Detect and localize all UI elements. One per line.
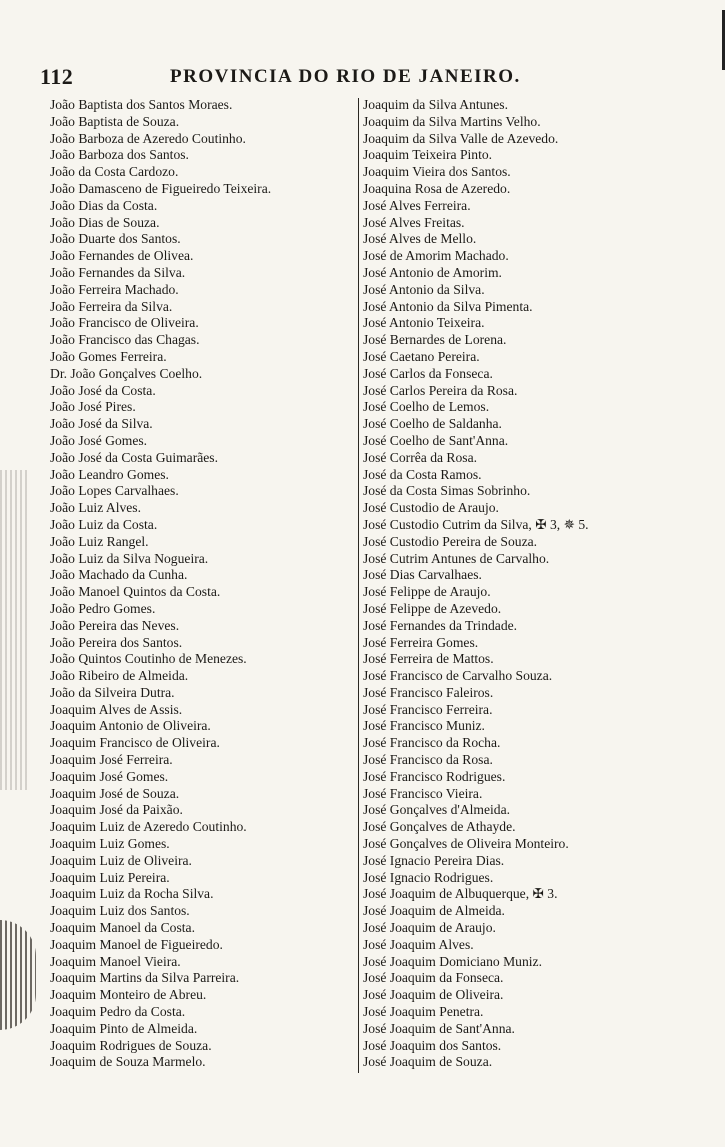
- name-entry: João Barboza de Azeredo Coutinho.: [50, 130, 246, 146]
- name-entry: João Ribeiro de Almeida.: [50, 668, 189, 684]
- name-entry: José de Amorim Machado.: [363, 248, 509, 264]
- name-entry: José Joaquim de Souza.: [363, 1054, 493, 1070]
- name-entry: José Joaquim de Albuquerque, ✠ 3.: [363, 886, 558, 902]
- name-entry: Joaquim Luiz dos Santos.: [50, 903, 190, 919]
- name-entry: José Gonçalves d'Almeida.: [363, 802, 511, 818]
- name-entry: José Alves Ferreira.: [363, 197, 471, 213]
- name-entry: José Gonçalves de Athayde.: [363, 819, 516, 835]
- name-entry: João José da Costa.: [50, 382, 156, 398]
- names-column-left: [50, 97, 350, 1071]
- name-entry: Joaquim Pinto de Almeida.: [50, 1020, 198, 1036]
- name-entry: José Cutrim Antunes de Carvalho.: [363, 550, 550, 566]
- name-entry: José Alves Freitas.: [363, 214, 465, 230]
- name-entry: José Coelho de Lemos.: [363, 399, 490, 415]
- name-entry: Dr. João Gonçalves Coelho.: [50, 365, 203, 381]
- name-entry: José Gonçalves de Oliveira Monteiro.: [363, 836, 569, 852]
- name-entry: Joaquim Vieira dos Santos.: [363, 164, 511, 180]
- name-entry: Joaquim da Silva Valle de Azevedo.: [363, 130, 559, 146]
- name-entry: José Ignacio Pereira Dias.: [363, 852, 505, 868]
- name-entry: João Luiz Rangel.: [50, 533, 149, 549]
- name-entry: José Ignacio Rodrigues.: [363, 869, 494, 885]
- name-entry: João Ferreira Machado.: [50, 281, 179, 297]
- name-entry: João Machado da Cunha.: [50, 567, 188, 583]
- page-header: [40, 64, 560, 94]
- names-column-right: [363, 97, 713, 1071]
- name-entry: José Antonio de Amorim.: [363, 264, 502, 280]
- name-entry: João Dias de Souza.: [50, 214, 160, 230]
- name-entry: João Luiz da Silva Nogueira.: [50, 550, 209, 566]
- name-entry: João Luiz da Costa.: [50, 516, 158, 532]
- name-entry: Joaquim Pedro da Costa.: [50, 1004, 186, 1020]
- name-entry: Joaquim José de Souza.: [50, 785, 180, 801]
- name-entry: José Francisco da Rocha.: [363, 735, 501, 751]
- name-entry: Joaquim Manoel da Costa.: [50, 920, 195, 936]
- name-entry: José Carlos Pereira da Rosa.: [363, 382, 518, 398]
- name-entry: José Joaquim da Fonseca.: [363, 970, 504, 986]
- name-entry: José Carlos da Fonseca.: [363, 365, 493, 381]
- name-entry: José da Costa Ramos.: [363, 466, 482, 482]
- name-entry: Joaquim José Gomes.: [50, 768, 169, 784]
- name-entry: João Lopes Carvalhaes.: [50, 483, 179, 499]
- name-entry: Joaquim Luiz de Oliveira.: [50, 852, 192, 868]
- name-entry: João Pedro Gomes.: [50, 600, 156, 616]
- name-entry: João Duarte dos Santos.: [50, 231, 181, 247]
- name-entry: João José Gomes.: [50, 432, 148, 448]
- name-entry: João Ferreira da Silva.: [50, 298, 173, 314]
- name-entry: José Francisco de Carvalho Souza.: [363, 668, 553, 684]
- page-number: 112: [40, 64, 74, 89]
- name-entry: Joaquim José da Paixão.: [50, 802, 183, 818]
- name-entry: Joaquim Manoel de Figueiredo.: [50, 936, 223, 952]
- name-entry: José Francisco da Rosa.: [363, 752, 493, 768]
- name-entry: João José da Costa Guimarães.: [50, 449, 218, 465]
- name-entry: José Antonio Teixeira.: [363, 315, 485, 331]
- name-entry: Joaquina Rosa de Azeredo.: [363, 180, 511, 196]
- name-entry: José Joaquim dos Santos.: [363, 1037, 502, 1053]
- name-entry: José Fernandes da Trindade.: [363, 617, 518, 633]
- name-entry: José Felippe de Araujo.: [363, 584, 491, 600]
- name-entry: João Baptista dos Santos Moraes.: [50, 97, 233, 112]
- name-entry: João Manoel Quintos da Costa.: [50, 584, 221, 600]
- name-entry: João Francisco das Chagas.: [50, 332, 200, 348]
- name-entry: João da Costa Cardozo.: [50, 164, 179, 180]
- name-entry: João José Pires.: [50, 399, 136, 415]
- name-entry: José Francisco Vieira.: [363, 785, 483, 801]
- name-entry: Joaquim Alves de Assis.: [50, 701, 183, 717]
- name-entry: José Alves de Mello.: [363, 231, 477, 247]
- name-entry: Joaquim Teixeira Pinto.: [363, 147, 493, 163]
- binding-edge-stain: [0, 920, 36, 1030]
- name-entry: João Damasceno de Figueiredo Teixeira.: [50, 180, 272, 196]
- name-entry: Joaquim Luiz Pereira.: [50, 869, 170, 885]
- name-entry: João Pereira das Neves.: [50, 617, 180, 633]
- name-entry: João Luiz Alves.: [50, 500, 141, 516]
- name-entry: José Joaquim de Sant'Anna.: [363, 1020, 515, 1036]
- name-entry: José Coelho de Sant'Anna.: [363, 432, 509, 448]
- name-entry: José Custodio de Araujo.: [363, 500, 499, 516]
- name-entry: Joaquim da Silva Martins Velho.: [363, 113, 541, 129]
- name-entry: José Dias Carvalhaes.: [363, 567, 482, 583]
- name-entry: João Barboza dos Santos.: [50, 147, 189, 163]
- name-entry: José Joaquim Penetra.: [363, 1004, 484, 1020]
- name-entry: José Antonio da Silva.: [363, 281, 485, 297]
- name-entry: João Fernandes da Silva.: [50, 264, 186, 280]
- binding-edge-texture: [0, 470, 28, 790]
- name-entry: José Francisco Muniz.: [363, 718, 485, 734]
- name-entry: José Joaquim Alves.: [363, 936, 474, 952]
- name-entry: João Dias da Costa.: [50, 197, 158, 213]
- name-entry: José Joaquim de Araujo.: [363, 920, 496, 936]
- name-entry: Joaquim José Ferreira.: [50, 752, 173, 768]
- name-entry: José Francisco Faleiros.: [363, 684, 494, 700]
- name-entry: João Gomes Ferreira.: [50, 348, 167, 364]
- name-entry: Joaquim Antonio de Oliveira.: [50, 718, 211, 734]
- name-entry: José Custodio Pereira de Souza.: [363, 533, 538, 549]
- name-entry: José Corrêa da Rosa.: [363, 449, 478, 465]
- name-entry: Joaquim Rodrigues de Souza.: [50, 1037, 212, 1053]
- name-entry: João Francisco de Oliveira.: [50, 315, 199, 331]
- name-entry: João José da Silva.: [50, 416, 153, 432]
- name-entry: João Leandro Gomes.: [50, 466, 169, 482]
- name-entry: José Francisco Ferreira.: [363, 701, 493, 717]
- name-entry: José Custodio Cutrim da Silva, ✠ 3, ✵ 5.: [363, 516, 589, 532]
- name-entry: Joaquim Monteiro de Abreu.: [50, 987, 207, 1003]
- page-title: PROVINCIA DO RIO DE JANEIRO.: [170, 66, 521, 87]
- name-entry: João da Silveira Dutra.: [50, 684, 175, 700]
- column-divider: [358, 98, 359, 1073]
- name-entry: José da Costa Simas Sobrinho.: [363, 483, 531, 499]
- name-entry: José Francisco Rodrigues.: [363, 768, 506, 784]
- name-entry: Joaquim Luiz Gomes.: [50, 836, 170, 852]
- name-entry: João Pereira dos Santos.: [50, 634, 183, 650]
- name-entry: João Baptista de Souza.: [50, 113, 180, 129]
- name-entry: José Antonio da Silva Pimenta.: [363, 298, 533, 314]
- name-entry: José Joaquim de Oliveira.: [363, 987, 504, 1003]
- name-entry: José Joaquim de Almeida.: [363, 903, 505, 919]
- name-entry: José Ferreira Gomes.: [363, 634, 479, 650]
- name-entry: Joaquim Martins da Silva Parreira.: [50, 970, 240, 986]
- name-entry: João Fernandes de Olivea.: [50, 248, 194, 264]
- name-entry: Joaquim de Souza Marmelo.: [50, 1054, 206, 1070]
- name-entry: José Bernardes de Lorena.: [363, 332, 507, 348]
- name-entry: Joaquim Luiz da Rocha Silva.: [50, 886, 214, 902]
- name-entry: José Caetano Pereira.: [363, 348, 480, 364]
- name-entry: José Ferreira de Mattos.: [363, 651, 494, 667]
- name-entry: Joaquim Manoel Vieira.: [50, 953, 181, 969]
- name-entry: José Felippe de Azevedo.: [363, 600, 502, 616]
- name-entry: João Quintos Coutinho de Menezes.: [50, 651, 247, 667]
- name-entry: Joaquim Francisco de Oliveira.: [50, 735, 220, 751]
- name-entry: Joaquim Luiz de Azeredo Coutinho.: [50, 819, 247, 835]
- name-entry: Joaquim da Silva Antunes.: [363, 97, 508, 112]
- name-entry: José Coelho de Saldanha.: [363, 416, 502, 432]
- name-entry: José Joaquim Domiciano Muniz.: [363, 953, 542, 969]
